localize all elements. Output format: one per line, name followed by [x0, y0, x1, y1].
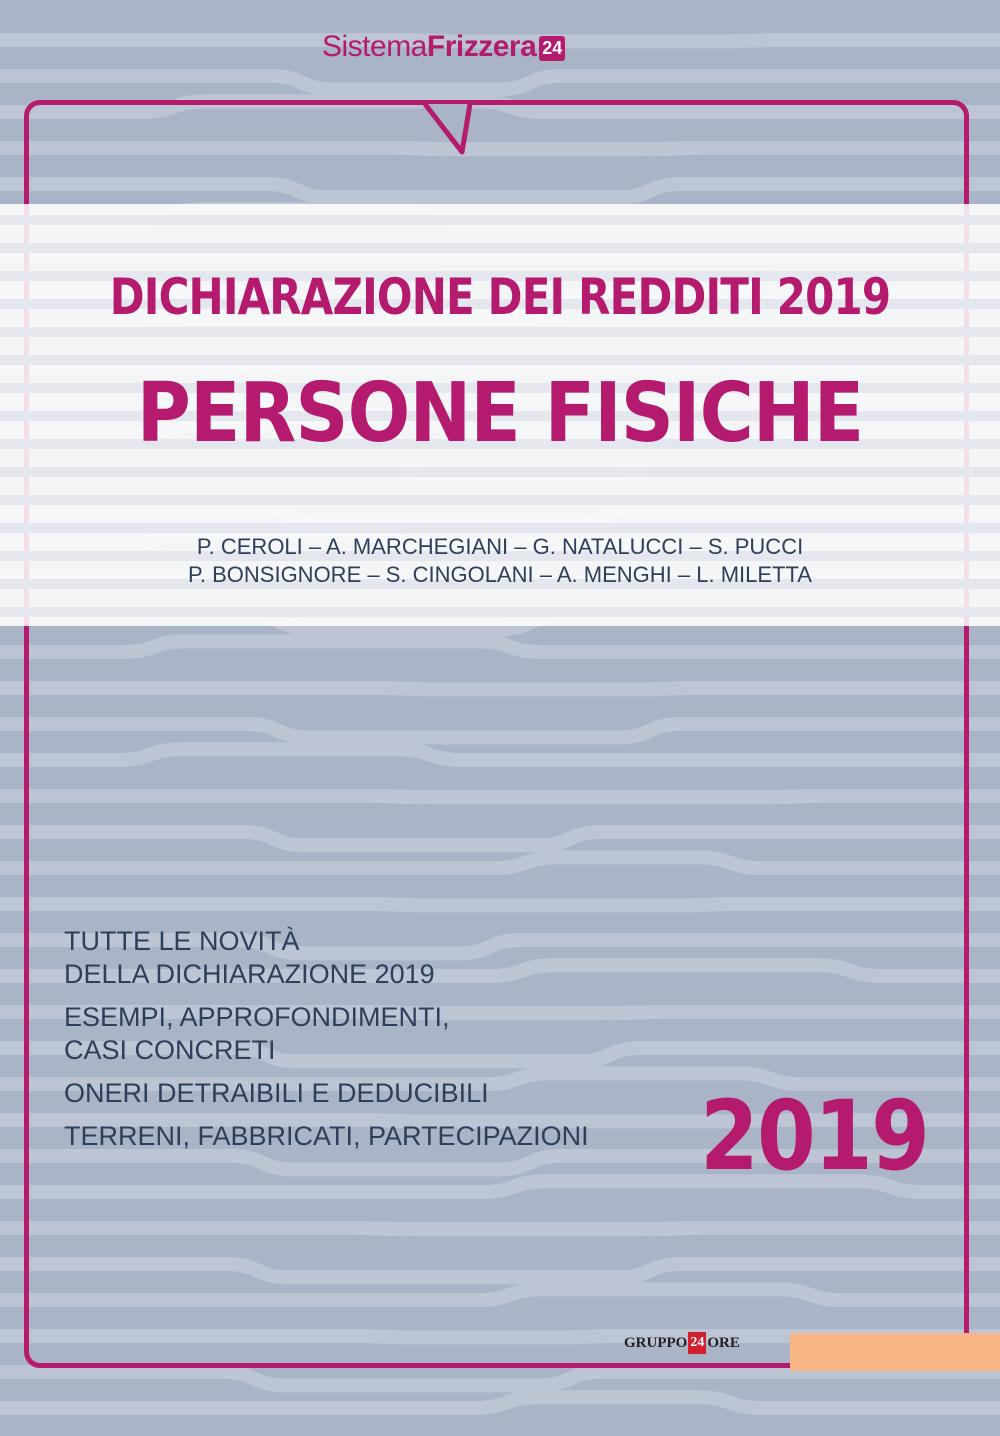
background-line [0, 1372, 1000, 1385]
series-logo-light: Sistema [322, 30, 427, 63]
title-line-2: PERSONE FISICHE [136, 366, 864, 461]
feature-list [64, 925, 704, 1163]
series-logo-bold: Frizzera [426, 30, 537, 63]
feature-text: TERRENI, FABBRICATI, PARTECIPAZIONI [64, 1121, 589, 1151]
feature-text: DELLA DICHIARAZIONE 2019 [64, 959, 435, 989]
background-line [0, 1397, 1000, 1408]
feature-item [64, 925, 704, 991]
orange-accent-bar [790, 1333, 1000, 1371]
feature-item [64, 1001, 704, 1067]
feature-text: TUTTE LE NOVITÀ [64, 926, 300, 956]
authors-line-1: P. CEROLI – A. MARCHEGIANI – G. NATALUCCI – S. PUCCI [196, 534, 804, 559]
series-logo [322, 30, 565, 74]
feature-text: ESEMPI, APPROFONDIMENTI, [64, 1002, 450, 1032]
series-logo-badge: 24 [539, 36, 565, 61]
authors-line-2: P. BONSIGNORE – S. CINGOLANI – A. MENGHI – L. MILETTA [188, 562, 812, 587]
authors [0, 533, 1000, 589]
publisher-logo-right: ORE [707, 1334, 740, 1351]
feature-text: ONERI DETRAIBILI E DEDUCIBILI [64, 1078, 489, 1108]
title-line-1: DICHIARAZIONE DEI REDDITI 2019 [109, 268, 891, 326]
publisher-logo-box: 24 [688, 1332, 706, 1354]
feature-text: CASI CONCRETI [64, 1035, 276, 1065]
publisher-logo-left: GRUPPO [624, 1334, 688, 1351]
feature-item [64, 1077, 704, 1110]
edition-year: 2019 [700, 1080, 929, 1192]
feature-item [64, 1120, 704, 1153]
publisher-logo [624, 1328, 740, 1358]
